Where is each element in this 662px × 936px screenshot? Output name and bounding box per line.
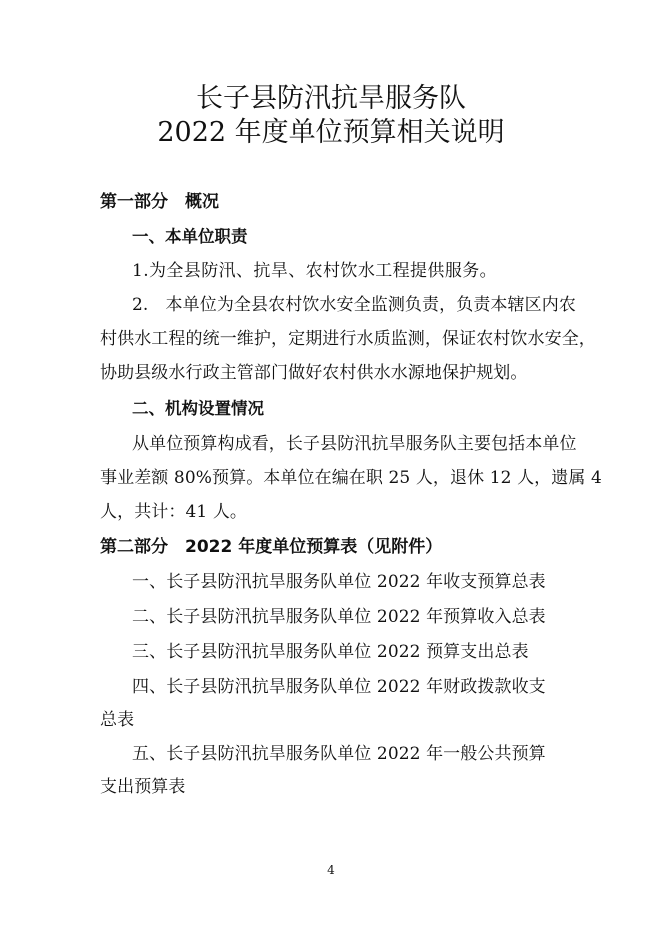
duty-item-2-line-3: 协助县级水行政主管部门做好农村供水水源地保护规划。 <box>100 363 528 383</box>
organization-text-line-3: 人，共计：41 人。 <box>100 502 248 522</box>
budget-table-item-2: 二、长子县防汛抗旱服务队单位 2022 年预算收入总表 <box>132 607 546 627</box>
subheading-organization: 二、机构设置情况 <box>132 399 264 418</box>
organization-text-line-2: 事业差额 80%预算。本单位在编在职 25 人，退休 12 人，遗属 4 <box>100 468 602 488</box>
organization-text-line-1: 从单位预算构成看，长子县防汛抗旱服务队主要包括本单位 <box>132 434 577 454</box>
part-one-heading: 第一部分 概况 <box>100 192 219 212</box>
budget-table-item-4-line-1: 四、长子县防汛抗旱服务队单位 2022 年财政拨款收支 <box>132 677 546 697</box>
budget-table-item-5-line-1: 五、长子县防汛抗旱服务队单位 2022 年一般公共预算 <box>132 744 546 764</box>
part-two-heading: 第二部分 2022 年度单位预算表（见附件） <box>100 537 443 557</box>
subheading-duties: 一、本单位职责 <box>132 227 248 246</box>
budget-table-item-5-line-2: 支出预算表 <box>100 777 186 797</box>
duty-item-2-line-1: 2. 本单位为全县农村饮水安全监测负责，负责本辖区内农 <box>132 295 576 315</box>
duty-item-2-line-2: 村供水工程的统一维护，定期进行水质监测，保证农村饮水安全， <box>100 329 596 349</box>
budget-table-item-1: 一、长子县防汛抗旱服务队单位 2022 年收支预算总表 <box>132 572 546 592</box>
document-title-line-1: 长子县防汛抗旱服务队 <box>196 83 466 114</box>
duty-item-1: 1.为全县防汛、抗旱、农村饮水工程提供服务。 <box>132 261 498 281</box>
budget-table-item-4-line-2: 总表 <box>100 710 135 730</box>
budget-table-item-3: 三、长子县防汛抗旱服务队单位 2022 预算支出总表 <box>132 642 529 662</box>
document-title-line-2: 2022 年度单位预算相关说明 <box>157 117 505 148</box>
page-number: 4 <box>327 863 335 877</box>
